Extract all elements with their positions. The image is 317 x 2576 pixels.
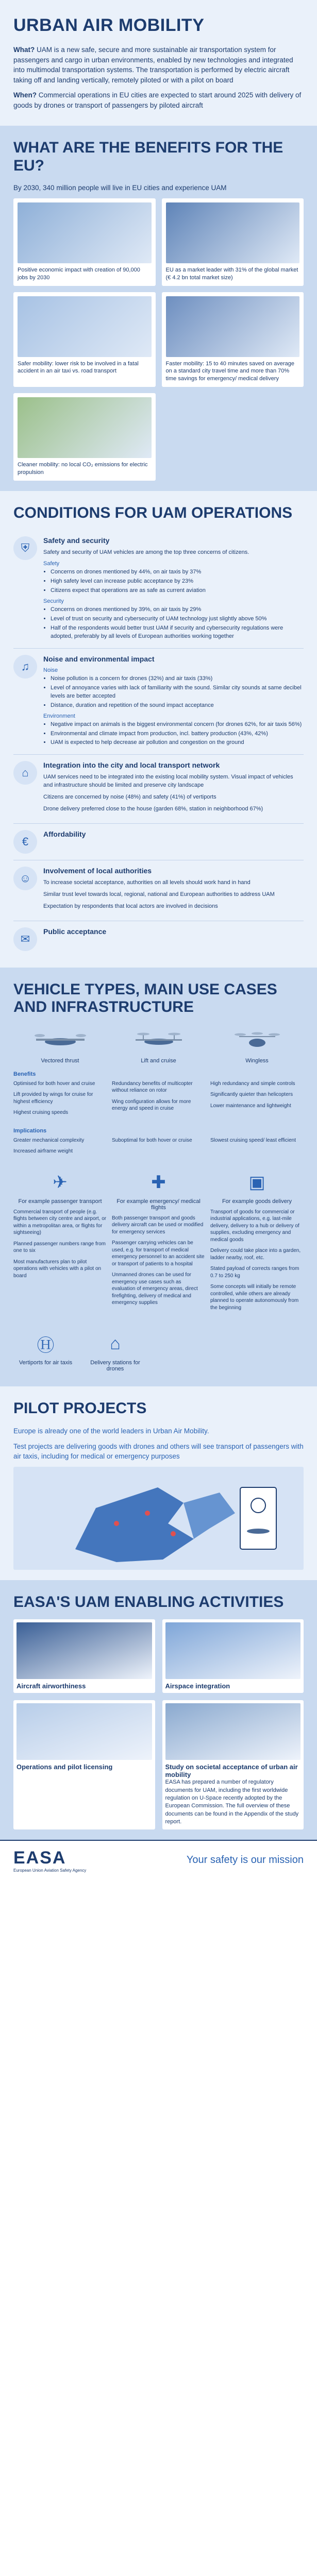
- vehicle-implication-text: Suboptimal for both hover or cruise: [112, 1137, 192, 1143]
- vectored-thrust-icon: [13, 1025, 107, 1056]
- condition-note: Citizens are concerned by noise (48%) and safety (41%) of vertiports: [43, 794, 216, 801]
- benefit-text: Safer mobility: lower risk to be involved in a fatal accident in an air taxi vs. road transport: [18, 360, 139, 375]
- benefit-photo: [18, 397, 152, 458]
- use-case-name: For example passenger transport: [18, 1198, 102, 1205]
- benefit-card: [13, 198, 156, 286]
- car-icon: ✈: [53, 1172, 68, 1192]
- condition-item: [13, 530, 304, 648]
- use-case-text: Most manufacturers plan to pilot operations with vehicles with a pilot on board: [13, 1259, 102, 1279]
- vehicle-type: [13, 1025, 107, 1064]
- vehicle-type-name: Lift and cruise: [141, 1057, 176, 1064]
- benefits-section: [0, 126, 317, 490]
- vehicle-implications-row: [13, 1137, 304, 1159]
- benefit-card: [162, 292, 304, 387]
- activities-title: EASA'S UAM ENABLING ACTIVITIES: [13, 1593, 284, 1611]
- condition-note: Drone delivery preferred close to the house (garden 68%, station in neighborhood 67%): [43, 806, 263, 812]
- activity-card: [162, 1700, 304, 1829]
- condition-note: Similar trust level towards local, regional, national and European authorities to address UAM: [43, 891, 275, 898]
- use-case: [13, 1166, 107, 1316]
- condition-body: [43, 867, 304, 914]
- condition-point: • Negative impact on animals is the biggest environmental concern (for drones 62%, for air taxis 56%): [51, 721, 304, 729]
- use-cases-row: [13, 1166, 304, 1316]
- condition-point: • Level of trust on security and cybersecurity of UAM technology just slightly above 50%: [51, 615, 304, 623]
- infrastructure-item: [13, 1328, 78, 1376]
- vehicle-type-name: Wingless: [245, 1057, 269, 1064]
- benefit-text: Cleaner mobility: no local CO₂ emissions for electric propulsion: [18, 462, 148, 476]
- vehicle-benefit-text: High redundancy and simple controls: [210, 1080, 295, 1087]
- benefit-card: [13, 292, 156, 387]
- activity-title: Study on societal acceptance of urban air mobility: [165, 1763, 298, 1779]
- activity-title: Operations and pilot licensing: [16, 1763, 113, 1771]
- vertiport-icon: Ⓗ: [37, 1335, 55, 1355]
- condition-point: • Level of annoyance varies with lack of familiarity with the sound. Similar city sounds at same decibel levels are better accepted: [51, 684, 304, 701]
- noise-icon: ♫: [13, 655, 37, 679]
- condition-title: Involvement of local authorities: [43, 867, 152, 875]
- box-icon: ▣: [248, 1172, 265, 1192]
- activities-section: [0, 1580, 317, 1840]
- condition-intro: Safety and security of UAM vehicles are among the top three concerns of citizens.: [43, 549, 249, 556]
- use-case-text: Delivery could take place into a garden, ladder nearby, roof, etc.: [210, 1248, 301, 1261]
- condition-points: [43, 568, 304, 595]
- condition-point: • Citizens expect that operations are as safe as current aviation: [51, 587, 304, 595]
- vehicle-benefit-text: Lift provided by wings for cruise for highest efficiency: [13, 1092, 93, 1105]
- vehicle-implication-text: Increased airframe weight: [13, 1148, 73, 1155]
- benefit-photo: [18, 202, 152, 263]
- activity-photo: [16, 1703, 152, 1760]
- vehicle-type-name: Vectored thrust: [41, 1057, 79, 1064]
- vehicles-title: VEHICLE TYPES, MAIN USE CASES AND INFRASTRUCTURE: [13, 980, 277, 1016]
- benefit-card: [13, 393, 156, 481]
- chat-icon: ✉: [13, 927, 37, 951]
- city-icon: ⌂: [13, 761, 37, 785]
- vehicle-types-row: [13, 1025, 304, 1064]
- vehicle-benefits-row: [13, 1080, 304, 1121]
- vehicles-section: [0, 968, 317, 1387]
- condition-point: • Half of the respondents would better trust UAM if security and cybersecurity regulations were adopted, preferably by all levels of European authorities working together: [51, 624, 304, 641]
- condition-note: Expectation by respondents that local actors are involved in decisions: [43, 903, 218, 910]
- vehicle-benefit-column: [210, 1080, 304, 1121]
- vehicle-benefit-text: Wing configuration allows for more energy and speed in cruise: [112, 1098, 191, 1112]
- use-case-name: For example emergency/ medical flights: [116, 1198, 201, 1211]
- vehicle-type: [210, 1025, 304, 1064]
- condition-point: • Environmental and climate impact from production, incl. battery production (43%, 42%): [51, 730, 304, 738]
- activity-card: [13, 1700, 155, 1829]
- condition-intro: To increase societal acceptance, authorities on all levels should work hand in hand: [43, 879, 251, 886]
- vehicle-implication-column: [112, 1137, 205, 1159]
- use-case-text: Passenger carrying vehicles can be used, e.g. for transport of medical emergency personnel to an accident site or transport of patients to a hospital: [112, 1240, 205, 1267]
- easa-logo: [13, 1848, 86, 1873]
- vehicle-implication-text: Slowest cruising speed/ least efficient: [210, 1137, 296, 1143]
- use-case-text: Some concepts will initially be remote controlled, while others are already planned to operate autonomously from the beginning: [210, 1284, 299, 1311]
- condition-group-label: Security: [43, 598, 64, 605]
- pilot-section: [0, 1386, 317, 1580]
- implications-label: Implications: [13, 1127, 47, 1134]
- benefit-text: Positive economic impact with creation of 90,000 jobs by 2030: [18, 266, 140, 281]
- conditions-list: [13, 530, 304, 957]
- use-case-text: Planned passenger numbers range from one to six: [13, 1241, 106, 1254]
- condition-point: • Distance, duration and repetition of the sound impact acceptance: [51, 702, 304, 710]
- infrastructure-name: Delivery stations for drones: [90, 1360, 140, 1372]
- condition-point: • Noise pollution is a concern for drones (32%) and air taxis (33%): [51, 675, 304, 683]
- activity-photo: [16, 1622, 152, 1679]
- benefit-text: EU as a market leader with 31% of the global market (€ 4.2 bn total market size): [165, 266, 298, 281]
- when-label: When?: [13, 91, 37, 99]
- benefit-photo: [18, 296, 152, 357]
- benefit-photo: [166, 202, 300, 263]
- condition-item: [13, 754, 304, 823]
- people-icon: ☺: [13, 867, 37, 890]
- condition-title: Safety and security: [43, 536, 110, 545]
- vehicle-benefit-text: Redundancy benefits of multicopter without reliance on rotor: [112, 1080, 193, 1094]
- condition-points: [43, 675, 304, 710]
- condition-title: Integration into the city and local transport network: [43, 761, 220, 770]
- vehicle-benefit-column: [112, 1080, 205, 1121]
- condition-body: [43, 761, 304, 817]
- intro-section: [0, 0, 317, 126]
- condition-points: [43, 721, 304, 748]
- condition-body: [43, 830, 304, 854]
- use-case: [210, 1166, 304, 1316]
- condition-title: Affordability: [43, 830, 86, 839]
- pilot-text-1: Europe is already one of the world leaders in Urban Air Mobility.: [13, 1427, 209, 1435]
- use-case: [112, 1166, 205, 1316]
- activity-card: [162, 1619, 304, 1693]
- tagline: Your safety is our mission: [186, 1854, 304, 1866]
- use-case-text: Transport of goods for commercial or industrial applications, e.g. last-mile delivery, delivery to a hub or delivery of supplies, excluding emergency and medical goods: [210, 1209, 299, 1243]
- shield-icon: ⛨: [13, 536, 37, 560]
- what-text: UAM is a new safe, secure and more sustainable air transportation system for passengers and cargo in urban environments, enabled by new technologies and integrated into multimodal transportation systems. The transportation is performed by electric aircraft taking off and landing vertically, remotely piloted or with a pilot on board: [13, 46, 293, 84]
- activity-text: EASA has prepared a number of regulatory documents for UAM, including the first worldwide regulation on U-Space recently adopted by the European Commission. The full overview of these documents can be found in the Appendix of the study report.: [165, 1779, 299, 1825]
- use-case-text: Commercial transport of people (e.g. flights between city centre and airport, or within a metropolitan area, or flights for sightseeing): [13, 1209, 107, 1236]
- condition-intro: UAM services need to be integrated into the existing local mobility system. Visual impact of vehicles and infrastructure should be limited and preserve city landscape: [43, 774, 293, 789]
- condition-point: • UAM is expected to help decrease air pollution and congestion on the ground: [51, 739, 304, 747]
- condition-title: Noise and environmental impact: [43, 654, 155, 663]
- ambulance-icon: ✚: [151, 1172, 166, 1192]
- conditions-title: CONDITIONS FOR UAM OPERATIONS: [13, 504, 293, 521]
- infrastructure-name: Vertiports for air taxis: [19, 1360, 73, 1366]
- condition-point: • Concerns on drones mentioned by 39%, on air taxis by 29%: [51, 606, 304, 614]
- when-text: Commercial operations in EU cities are expected to start around 2025 with delivery of goods by drones or transport of passengers by piloted aircraft: [13, 91, 302, 109]
- activity-photo: [165, 1622, 301, 1679]
- condition-points: [43, 606, 304, 641]
- condition-point: • Concerns on drones mentioned by 44%, on air taxis by 37%: [51, 568, 304, 577]
- pilot-title: PILOT PROJECTS: [13, 1400, 147, 1417]
- vehicle-benefit-text: Optimised for both hover and cruise: [13, 1080, 95, 1087]
- footer: [0, 1840, 317, 1880]
- condition-item: [13, 860, 304, 921]
- money-icon: €: [13, 830, 37, 854]
- station-icon: ⌂: [110, 1333, 121, 1353]
- pilot-text-2: Test projects are delivering goods with drones and others will see transport of passengers with air taxis, including for medical or emergency purposes: [13, 1442, 304, 1461]
- wingless-icon: [210, 1025, 304, 1056]
- logo-mark: EASA: [13, 1848, 66, 1868]
- use-case-name: For example goods delivery: [222, 1198, 292, 1205]
- use-case-text: Both passenger transport and goods delivery aircraft can be used or modified for emergency services: [112, 1215, 204, 1235]
- condition-body: [43, 536, 304, 642]
- condition-point: • High safety level can increase public acceptance by 23%: [51, 578, 304, 586]
- what-paragraph: [13, 45, 304, 85]
- condition-group-label: Environment: [43, 713, 75, 719]
- vehicle-implication-column: [13, 1137, 107, 1159]
- vehicle-type: [112, 1025, 205, 1064]
- vehicle-benefit-text: Highest cruising speeds: [13, 1110, 69, 1116]
- activities-grid: [13, 1619, 304, 1829]
- vehicle-implication-column: [210, 1137, 304, 1159]
- page-title: URBAN AIR MOBILITY: [13, 15, 205, 35]
- use-case-text: Unmanned drones can be used for emergency use cases such as evaluation of emergency areas, direct firefighting, delivery of medical and emergency supplies: [112, 1272, 198, 1306]
- vehicle-benefit-text: Lower maintenance and lightweight: [210, 1103, 291, 1109]
- condition-body: [43, 655, 304, 749]
- infrastructure-item: [83, 1328, 147, 1376]
- condition-group-label: Safety: [43, 561, 60, 567]
- vehicle-benefit-column: [13, 1080, 107, 1121]
- benefit-card: [162, 198, 304, 286]
- activity-card: [13, 1619, 155, 1693]
- activity-title: Aircraft airworthiness: [16, 1682, 86, 1690]
- condition-item: [13, 921, 304, 957]
- benefits-title: WHAT ARE THE BENEFITS FOR THE EU?: [13, 139, 283, 174]
- what-label: What?: [13, 46, 35, 54]
- benefits-label: Benefits: [13, 1071, 36, 1077]
- use-case-text: Stated payload of corrects ranges from 0.7 to 250 kg: [210, 1266, 299, 1279]
- activity-photo: [165, 1703, 301, 1760]
- benefit-photo: [166, 296, 300, 357]
- europe-map-illustration: [13, 1467, 304, 1570]
- condition-group-label: Noise: [43, 667, 58, 673]
- logo-subtitle: European Union Aviation Safety Agency: [13, 1868, 87, 1873]
- when-paragraph: [13, 90, 304, 110]
- benefits-grid: [13, 198, 304, 481]
- vehicle-implication-text: Greater mechanical complexity: [13, 1137, 85, 1143]
- activity-title: Airspace integration: [165, 1682, 230, 1690]
- lift-cruise-icon: [112, 1025, 205, 1056]
- condition-item: [13, 648, 304, 755]
- condition-title: Public acceptance: [43, 927, 107, 936]
- condition-item: [13, 823, 304, 860]
- vehicle-benefit-text: Significantly quieter than helicopters: [210, 1092, 293, 1098]
- benefits-intro: By 2030, 340 million people will live in EU cities and experience UAM: [13, 184, 227, 192]
- conditions-section: [0, 491, 317, 968]
- benefit-text: Faster mobility: 15 to 40 minutes saved on average on a standard city travel time and more than 70% time savings for emergency/ medical delivery: [165, 360, 294, 382]
- infrastructure-row: [13, 1328, 147, 1376]
- condition-body: [43, 927, 304, 951]
